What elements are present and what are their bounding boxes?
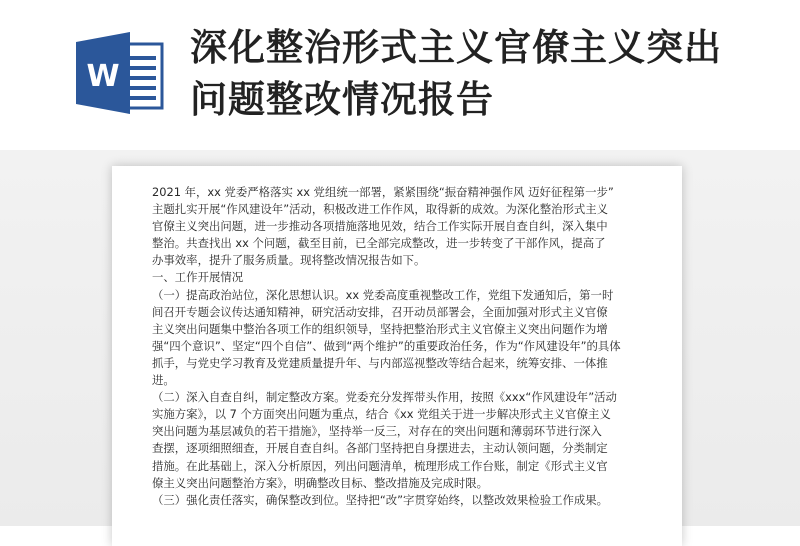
- document-line: （一）提高政治站位，深化思想认识。xx 党委高度重视整改工作，党组下发通知后，第一时: [152, 287, 614, 302]
- document-line: 进。: [152, 373, 175, 388]
- word-document-icon: [72, 30, 166, 116]
- title-line-1: 深化整治形式主义官僚主义突出: [190, 26, 722, 69]
- document-line: 主义突出问题集中整治各项工作的组织领导，坚持把整治形式主义官僚主义突出问题作为增: [152, 321, 608, 336]
- document-line: 抓手，与党史学习教育及党建质量提升年、与内部巡视整改等结合起来，统筹安排、一体推: [152, 355, 608, 370]
- document-line: 官僚主义突出问题，进一步推动各项措施落地见效，结合工作实际开展自查自纠，深入集中: [152, 219, 608, 234]
- document-line: 办事效率，提升了服务质量。现将整改情况报告如下。: [152, 253, 426, 268]
- document-line: 措施。在此基础上，深入分析原因，列出问题清单，梳理形成工作台账，制定《形式主义官: [152, 458, 608, 473]
- header: [0, 0, 800, 150]
- document-line: 突出问题为基层减负的若干措施》，坚持举一反三，对存在的突出问题和薄弱环节进行深入: [152, 424, 602, 439]
- document-body: [152, 184, 646, 509]
- document-line: （三）强化责任落实，确保整改到位。坚持把“改”字贯穿始终，以整改效果检验工作成果。: [152, 492, 609, 507]
- document-line: 整治。共查找出 xx 个问题，截至目前，已全部完成整改，进一步转变了干部作风，提高了: [152, 236, 606, 251]
- document-line: 实施方案》，以 7 个方面突出问题为重点，结合《xx 党组关于进一步解决形式主义官僚主义: [152, 407, 611, 422]
- page-title: [190, 22, 770, 126]
- document-line: （二）深入自查自纠，制定整改方案。党委充分发挥带头作用，按照《xxx“作风建设年”活动: [152, 390, 617, 405]
- document-line: 僚主义突出问题整治方案》，明确整改目标、整改措施及完成时限。: [152, 475, 489, 490]
- title-line-2: 问题整改情况报告: [190, 78, 494, 121]
- document-line: 2021 年，xx 党委严格落实 xx 党组统一部署，紧紧围绕“振奋精神强作风 迈好征程第一步”: [152, 185, 614, 199]
- document-line: 间召开专题会议传达通知精神，研究活动安排，召开动员部署会，全面加强对形式主义官僚: [152, 304, 608, 319]
- document-line: 查摆，逐项细照细查，开展自查自纠。各部门坚持把自身摆进去，主动认领问题，分类制定: [152, 441, 608, 456]
- document-line: 强“四个意识”、坚定“四个自信”、做到“两个维护”的重要政治任务，作为“作风建设年”的具体: [152, 338, 621, 353]
- word-icon-letter: W: [86, 59, 120, 94]
- section-heading: 一、工作开展情况: [152, 270, 244, 285]
- document-line: 主题扎实开展“作风建设年”活动，积极改进工作作风，取得新的成效。为深化整治形式主义: [152, 202, 609, 217]
